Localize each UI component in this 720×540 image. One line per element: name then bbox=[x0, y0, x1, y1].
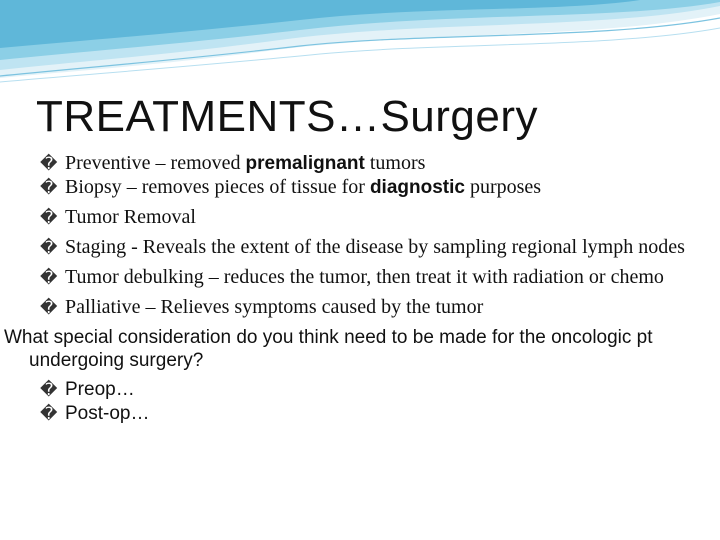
list-item: � Biopsy – removes pieces of tissue for diagnostic purposes bbox=[40, 176, 542, 198]
bullet-icon: � bbox=[40, 404, 58, 424]
list-item: � Preventive – removed premalignant tumors bbox=[40, 152, 426, 174]
bullet-icon: � bbox=[40, 298, 58, 318]
list-item: � Tumor debulking – reduces the tumor, then treat it with radiation or chemo bbox=[40, 266, 664, 288]
header-wave-decoration bbox=[0, 0, 720, 90]
list-item: � Staging - Reveals the extent of the disease by sampling regional lymph nodes bbox=[40, 236, 685, 258]
item-label: Tumor Removal bbox=[65, 206, 196, 228]
list-item bbox=[40, 378, 700, 402]
list-item bbox=[40, 402, 700, 426]
item-label: Staging bbox=[65, 236, 127, 258]
bullet-icon: � bbox=[40, 154, 58, 174]
slide-title: TREATMENTS…Surgery bbox=[36, 92, 539, 141]
bullet-icon: � bbox=[40, 208, 58, 228]
sub-item-preop: Preop… bbox=[65, 379, 135, 400]
bullet-icon: � bbox=[40, 380, 58, 400]
sub-item-postop: Post-op… bbox=[65, 403, 150, 424]
slide-body bbox=[4, 152, 700, 426]
item-label: Biopsy bbox=[65, 176, 122, 198]
emphasis-text: premalignant bbox=[245, 153, 365, 174]
item-label: Tumor debulking bbox=[65, 266, 204, 288]
item-label: Preventive bbox=[65, 152, 151, 174]
emphasis-text: diagnostic bbox=[369, 177, 465, 198]
list-item: � Palliative – Relieves symptoms caused by the tumor bbox=[40, 296, 484, 318]
item-label: Palliative bbox=[65, 296, 141, 318]
bullet-icon: � bbox=[40, 178, 58, 198]
bullet-icon: � bbox=[40, 238, 58, 258]
question-text: What special consideration do you think need to be made for the oncologic pt undergoing surgery? bbox=[4, 327, 653, 371]
bullet-icon: � bbox=[40, 268, 58, 288]
list-item bbox=[40, 206, 700, 230]
